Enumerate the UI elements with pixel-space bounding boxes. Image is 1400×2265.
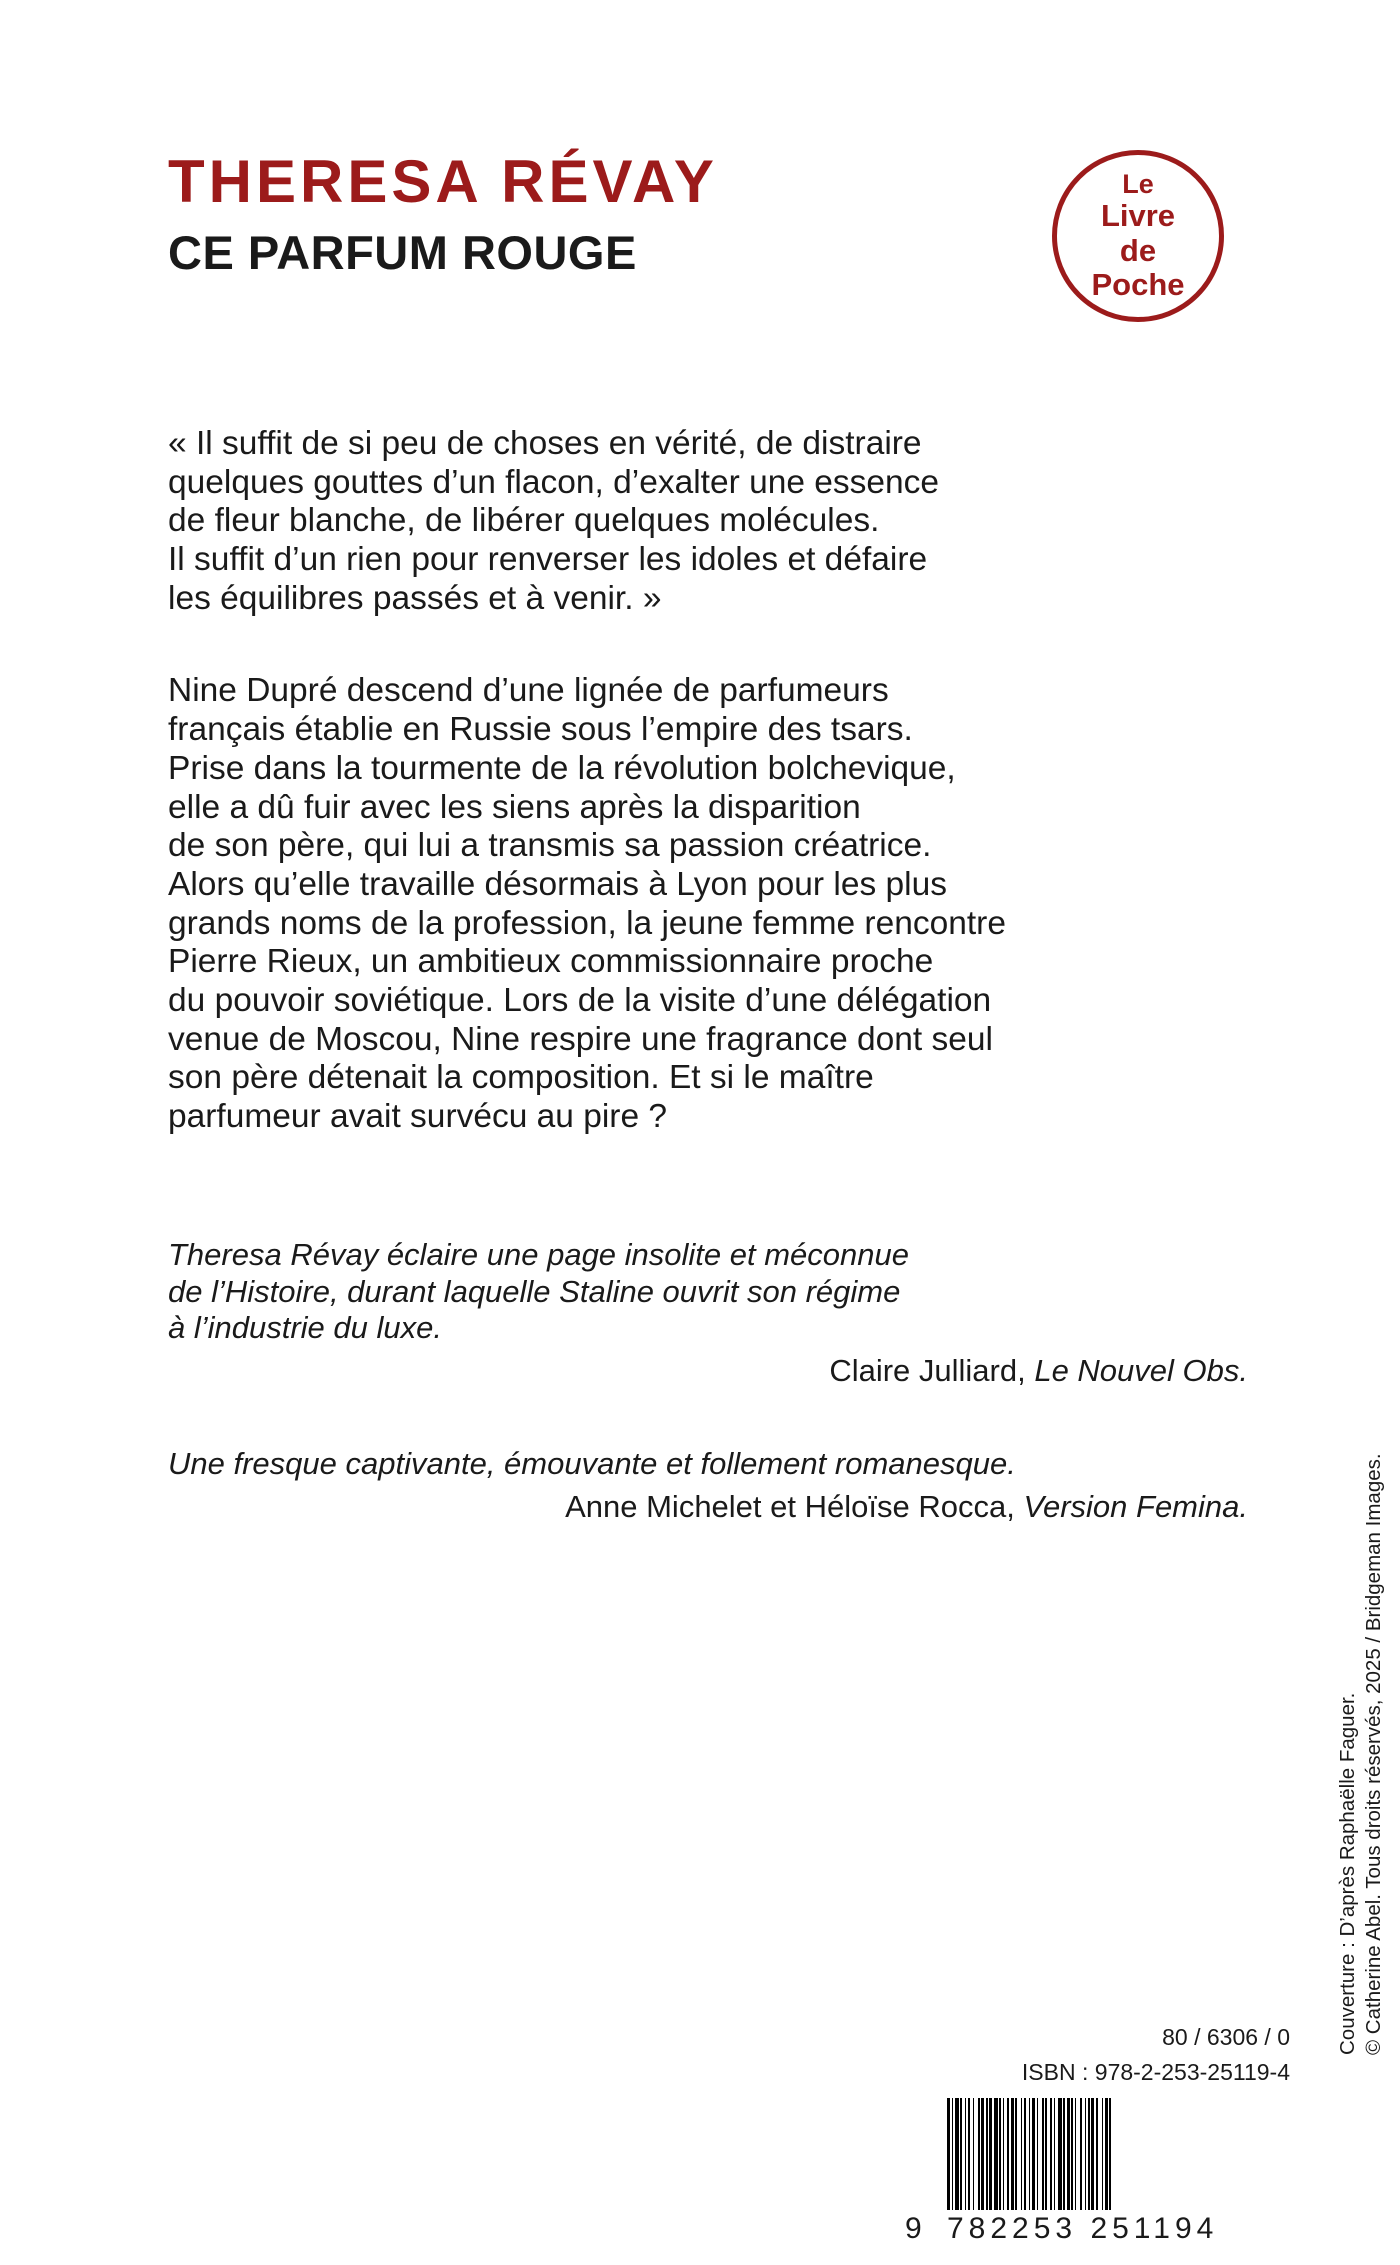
synopsis-line: du pouvoir soviétique. Lors de la visite d’une délégation	[168, 981, 992, 1019]
barcode-bars	[947, 2098, 1255, 2210]
press-quote-line: à l’industrie du luxe.	[168, 1310, 442, 1346]
publisher-codes	[1022, 2020, 1290, 2089]
press-publication-name: Le Nouvel Obs.	[1034, 1353, 1248, 1389]
barcode-digits	[905, 2212, 1255, 2246]
press-quote-attribution	[168, 1489, 1258, 1526]
logo-line-3: de	[1119, 232, 1157, 268]
synopsis-line: Nine Dupré descend d’une lignée de parfumeurs	[168, 672, 889, 710]
barcode-main-digits: 782253 251194	[947, 2212, 1219, 2245]
quote-line: Il suffit d’un rien pour renverser les idoles et défaire	[168, 541, 928, 579]
quote-line: « Il suffit de si peu de choses en vérité, de distraire	[168, 425, 922, 462]
synopsis-line: Prise dans la tourmente de la révolution bolchevique,	[168, 749, 956, 787]
quote-line: quelques gouttes d’un flacon, d’exalter une essence	[168, 463, 940, 501]
credits-line-2: © Catherine Abel. Tous droits réservés, 2025 / Bridgeman Images.	[1362, 1453, 1385, 2055]
reference-code: 80 / 6306 / 0	[1162, 2024, 1290, 2050]
synopsis-line: grands noms de la profession, la jeune femme rencontre	[168, 904, 1006, 942]
press-critic-name: Claire Julliard,	[829, 1353, 1035, 1389]
quote-line: de fleur blanche, de libérer quelques molécules.	[168, 502, 880, 540]
synopsis-line: venue de Moscou, Nine respire une fragrance dont seul	[168, 1020, 993, 1058]
press-quote-line: Theresa Révay éclaire une page insolite et méconnue	[168, 1236, 910, 1272]
synopsis-line: français établie en Russie sous l’empire des tsars.	[168, 711, 913, 749]
barcode-lead-digit: 9	[905, 2212, 924, 2245]
barcode	[905, 2098, 1255, 2246]
synopsis-line: de son père, qui lui a transmis sa passion créatrice.	[168, 827, 932, 865]
publisher-logo-livre-de-poche	[1052, 150, 1224, 322]
synopsis	[168, 672, 1258, 1136]
isbn-code: ISBN : 978-2-253-25119-4	[1021, 2058, 1290, 2085]
opening-quote	[168, 425, 1258, 618]
press-publication-name: Version Femina.	[1023, 1489, 1248, 1525]
cover-credits	[1316, 1325, 1385, 2085]
book-title: CE PARFUM ROUGE	[168, 226, 637, 279]
credits-line-1: Couverture : D’après Raphaëlle Faguer.	[1336, 1692, 1359, 2055]
synopsis-line: son père détenait la composition. Et si le maître	[168, 1059, 874, 1097]
back-cover-text	[168, 425, 1258, 1526]
synopsis-line: parfumeur avait survécu au pire ?	[168, 1098, 668, 1135]
press-quote-line: Une fresque captivante, émouvante et follement romanesque.	[168, 1446, 1016, 1482]
synopsis-line: Alors qu’elle travaille désormais à Lyon pour les plus	[168, 865, 947, 903]
press-quote-2	[168, 1446, 1258, 1526]
author-name: THERESA RÉVAY	[168, 148, 718, 215]
press-quote-1	[168, 1237, 1258, 1391]
press-quote-line: de l’Histoire, durant laquelle Staline ouvrit son régime	[168, 1273, 901, 1309]
logo-line-1: Le	[1122, 168, 1154, 199]
synopsis-line: Pierre Rieux, un ambitieux commissionnaire proche	[168, 943, 934, 981]
book-header	[168, 150, 1048, 279]
logo-line-2: Livre	[1100, 198, 1176, 234]
press-critic-name: Anne Michelet et Héloïse Rocca,	[565, 1489, 1024, 1525]
quote-line: les équilibres passés et à venir. »	[168, 579, 662, 617]
synopsis-line: elle a dû fuir avec les siens après la disparition	[168, 788, 861, 826]
logo-line-4: Poche	[1091, 267, 1185, 303]
press-quote-attribution	[168, 1353, 1258, 1390]
